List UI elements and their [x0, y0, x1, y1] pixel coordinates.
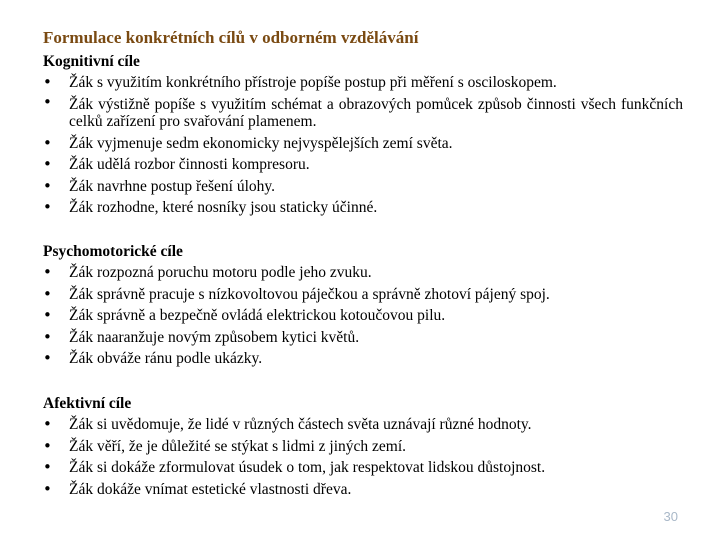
bullet-icon: •: [43, 349, 52, 367]
bullet-icon: •: [43, 92, 52, 111]
list-item: • Žák výstižně popíše s využitím schémat a obrazových pomůcek způsob činnosti všech funkčních celků zařízení pro svařování plamenem.: [43, 92, 683, 130]
cognitive-list: [43, 72, 683, 219]
list-item: • Žák věří, že je důležité se stýkat s lidmi z jiných zemí.: [43, 436, 683, 458]
psychomotor-section: [43, 242, 683, 370]
cognitive-heading: Kognitivní cíle: [43, 53, 140, 70]
bullet-icon: •: [43, 198, 52, 216]
list-item: • Žák rozpozná poruchu motoru podle jeho zvuku.: [43, 262, 683, 284]
list-item: • Žák rozhodne, které nosníky jsou staticky účinné.: [43, 197, 683, 219]
list-item: • Žák s využitím konkrétního přístroje popíše postup při měření s osciloskopem.: [43, 72, 683, 94]
list-item: • Žák obváže ránu podle ukázky.: [43, 348, 683, 370]
affective-list: [43, 414, 683, 500]
bullet-icon: •: [43, 155, 52, 173]
bullet-icon: •: [43, 479, 52, 498]
bullet-icon: •: [43, 133, 52, 152]
bullet-icon: •: [43, 327, 52, 346]
slide-title: Formulace konkrétních cílů v odborném vzdělávání: [43, 28, 419, 47]
list-item: • Žák správně a bezpečně ovládá elektrickou kotoučovou pilu.: [43, 305, 683, 327]
bullet-icon: •: [43, 458, 52, 476]
list-item: • Žák udělá rozbor činnosti kompresoru.: [43, 154, 683, 176]
bullet-icon: •: [43, 284, 52, 303]
bullet-icon: •: [43, 436, 52, 455]
list-item: • Žák si uvědomuje, že lidé v různých částech světa uznávají různé hodnoty.: [43, 414, 683, 436]
list-item: • Žák správně pracuje s nízkovoltovou páječkou a správně zhotoví pájený spoj.: [43, 284, 683, 306]
page-number: 30: [663, 509, 678, 524]
list-item: • Žák naaranžuje novým způsobem kytici květů.: [43, 327, 683, 349]
list-item: • Žák navrhne postup řešení úlohy.: [43, 176, 683, 198]
list-item: • Žák si dokáže zformulovat úsudek o tom, jak respektovat lidskou důstojnost.: [43, 457, 683, 479]
bullet-icon: •: [43, 73, 52, 91]
bullet-icon: •: [43, 176, 52, 195]
bullet-icon: •: [43, 415, 52, 433]
list-item: • Žák dokáže vnímat estetické vlastnosti dřeva.: [43, 479, 683, 501]
cognitive-section: [43, 52, 683, 219]
list-item: • Žák vyjmenuje sedm ekonomicky nejvyspělejších zemí světa.: [43, 133, 683, 155]
bullet-icon: •: [43, 263, 52, 281]
psychomotor-heading: Psychomotorické cíle: [43, 243, 183, 260]
affective-section: [43, 394, 683, 500]
affective-heading: Afektivní cíle: [43, 395, 132, 412]
psychomotor-list: [43, 262, 683, 370]
bullet-icon: •: [43, 306, 52, 324]
